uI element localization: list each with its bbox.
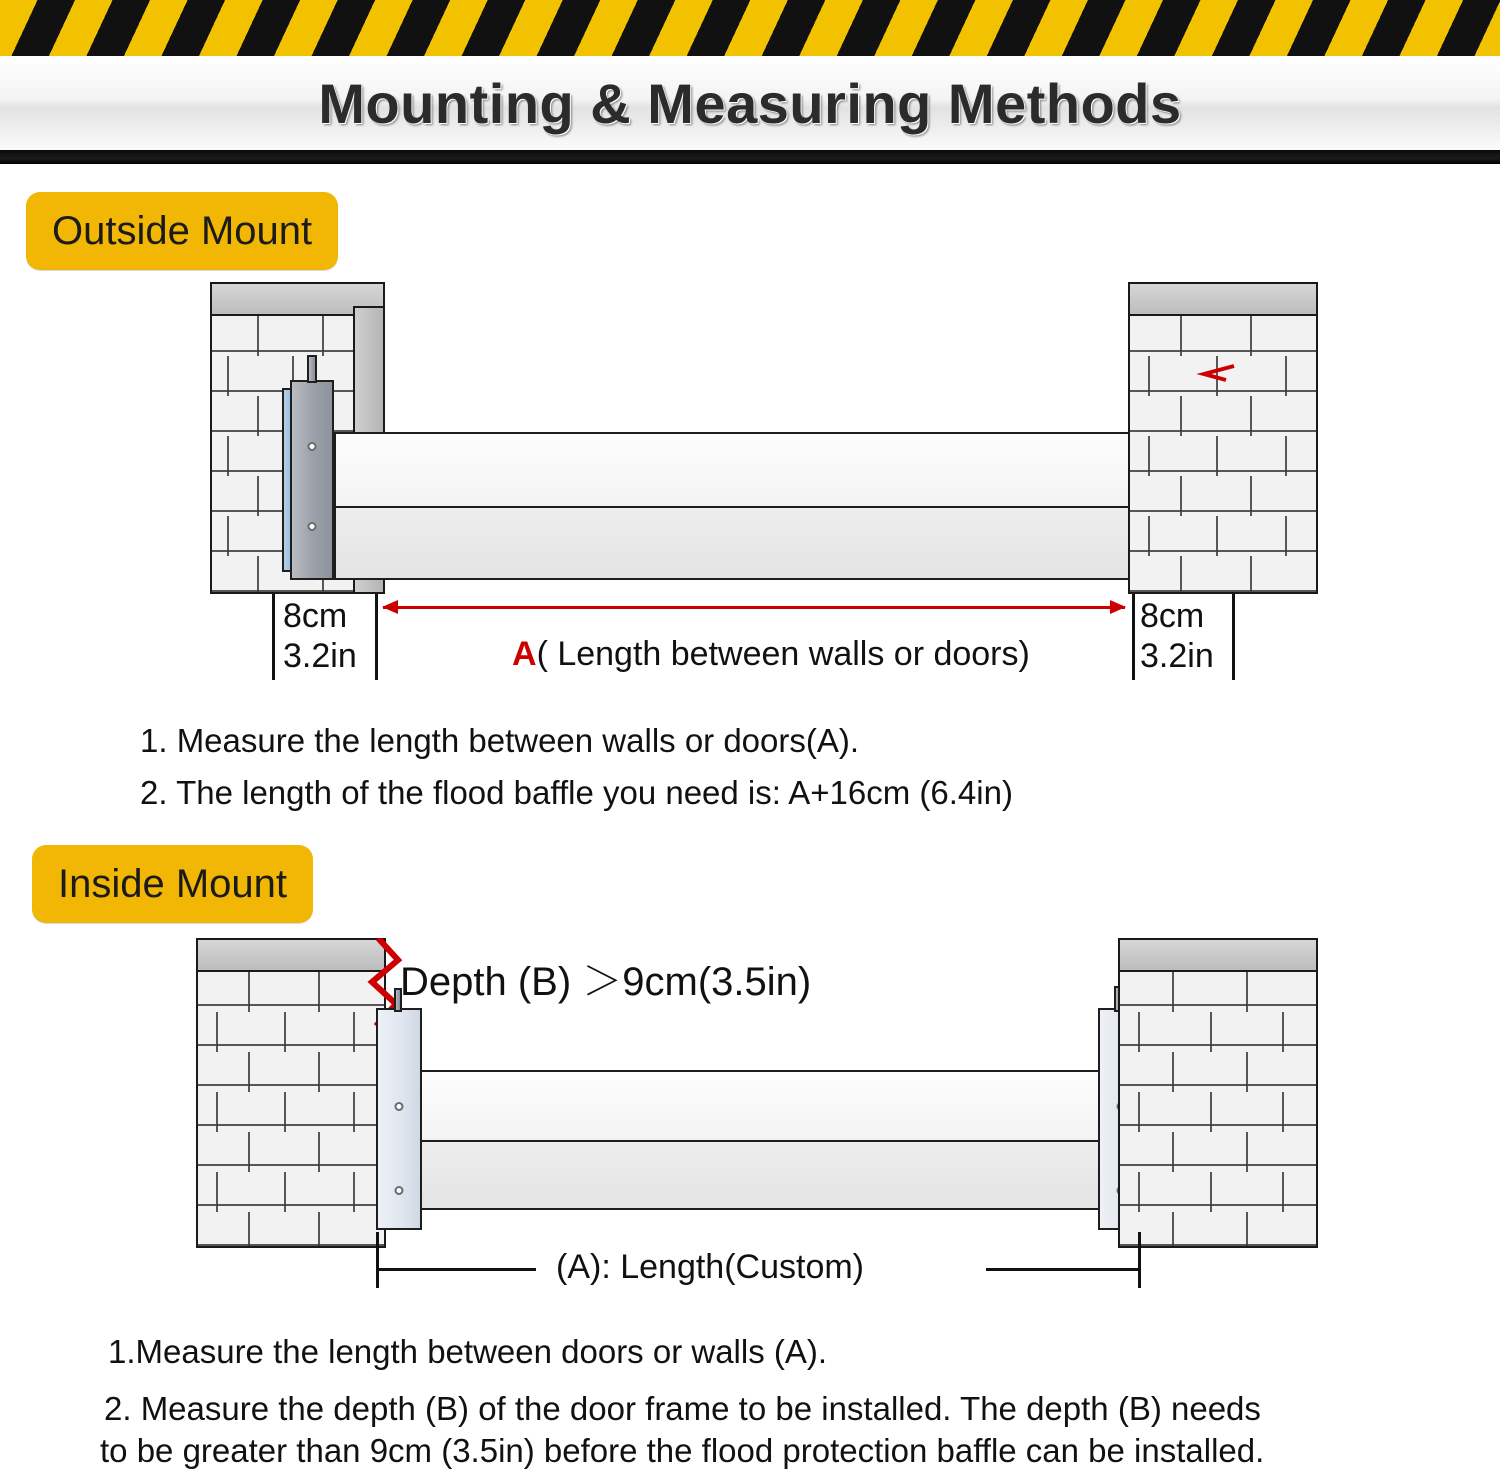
dim-tick-right-inner (1132, 594, 1135, 680)
inside-instruction-1: 1.Measure the length between doors or walls (A). (108, 1333, 828, 1370)
left-offset-cm: 8cm (283, 597, 348, 635)
left-mounting-bracket-inside (376, 1008, 422, 1230)
title-underbar (0, 150, 1500, 164)
left-offset-in: 3.2in (283, 637, 357, 675)
bracket-hole (395, 1102, 404, 1111)
inside-instruction-2 (104, 1390, 1261, 1428)
dim-tick-inside-right (1138, 1232, 1141, 1288)
right-brick-pillar-outside (1128, 282, 1318, 594)
pillar-brick-face (196, 970, 386, 1248)
section-label-inside-mount-text: Inside Mount (58, 861, 288, 906)
pillar-cap (196, 938, 386, 972)
section-label-inside-mount (32, 845, 313, 923)
brick-joints (1120, 972, 1316, 1246)
dimension-arrow-span-a (383, 606, 1125, 609)
dim-tick-right-outer (1232, 594, 1235, 680)
inside-instruction-3: to be greater than 9cm (3.5in) before the flood protection baffle can be installed. (100, 1432, 1265, 1469)
right-brick-pillar-inside (1118, 938, 1318, 1248)
outside-mount-diagram (0, 270, 1500, 690)
pillar-brick-face (1118, 970, 1318, 1248)
arrow-left-icon (1196, 362, 1236, 388)
flood-baffle-panel-outside (334, 432, 1170, 580)
right-offset-cm: 8cm (1140, 597, 1205, 635)
pillar-cap (1128, 282, 1318, 316)
dim-tick-left-inner (375, 594, 378, 680)
pillar-cap (1118, 938, 1318, 972)
inside-span-caption: (A): Length(Custom) (556, 1248, 864, 1286)
flood-baffle-panel-inside (420, 1070, 1100, 1210)
bracket-hole (395, 1186, 404, 1195)
page-title: Mounting & Measuring Methods (318, 71, 1182, 135)
span-a-text: ( Length between walls or doors) (536, 635, 1030, 673)
bracket-hole (308, 442, 317, 451)
dim-tick-left-outer (272, 594, 275, 680)
outside-instruction-2: 2. The length of the flood baffle you need is: A+16cm (6.4in) (140, 774, 1013, 811)
dim-tick-inside-left (376, 1232, 379, 1288)
section-label-outside-mount (26, 192, 338, 270)
span-a-letter: A (512, 635, 537, 673)
inside-instruction-2-text: 2. Measure the depth (B) of the door frame to be installed. The depth (B) needs (104, 1390, 1261, 1427)
left-brick-pillar-inside (196, 938, 386, 1248)
right-offset-in: 3.2in (1140, 637, 1214, 675)
left-bracket-stud (307, 355, 317, 383)
depth-label-inside: Depth (B) ＞9cm(3.5in) (400, 960, 812, 1004)
dim-line-inside-left (376, 1268, 536, 1271)
outside-instruction-1: 1. Measure the length between walls or doors(A). (140, 722, 860, 759)
title-plate (0, 56, 1500, 150)
hazard-stripe-banner (0, 0, 1500, 60)
bracket-hole (308, 522, 317, 531)
span-a-caption (512, 636, 1030, 673)
pillar-brick-face (1128, 314, 1318, 594)
left-bracket-seal (282, 388, 292, 572)
dim-line-inside-right (986, 1268, 1138, 1271)
brick-joints (1130, 316, 1316, 592)
brick-joints (198, 972, 384, 1246)
section-label-outside-mount-text: Outside Mount (52, 208, 313, 253)
left-mounting-bracket-outside (290, 380, 334, 580)
